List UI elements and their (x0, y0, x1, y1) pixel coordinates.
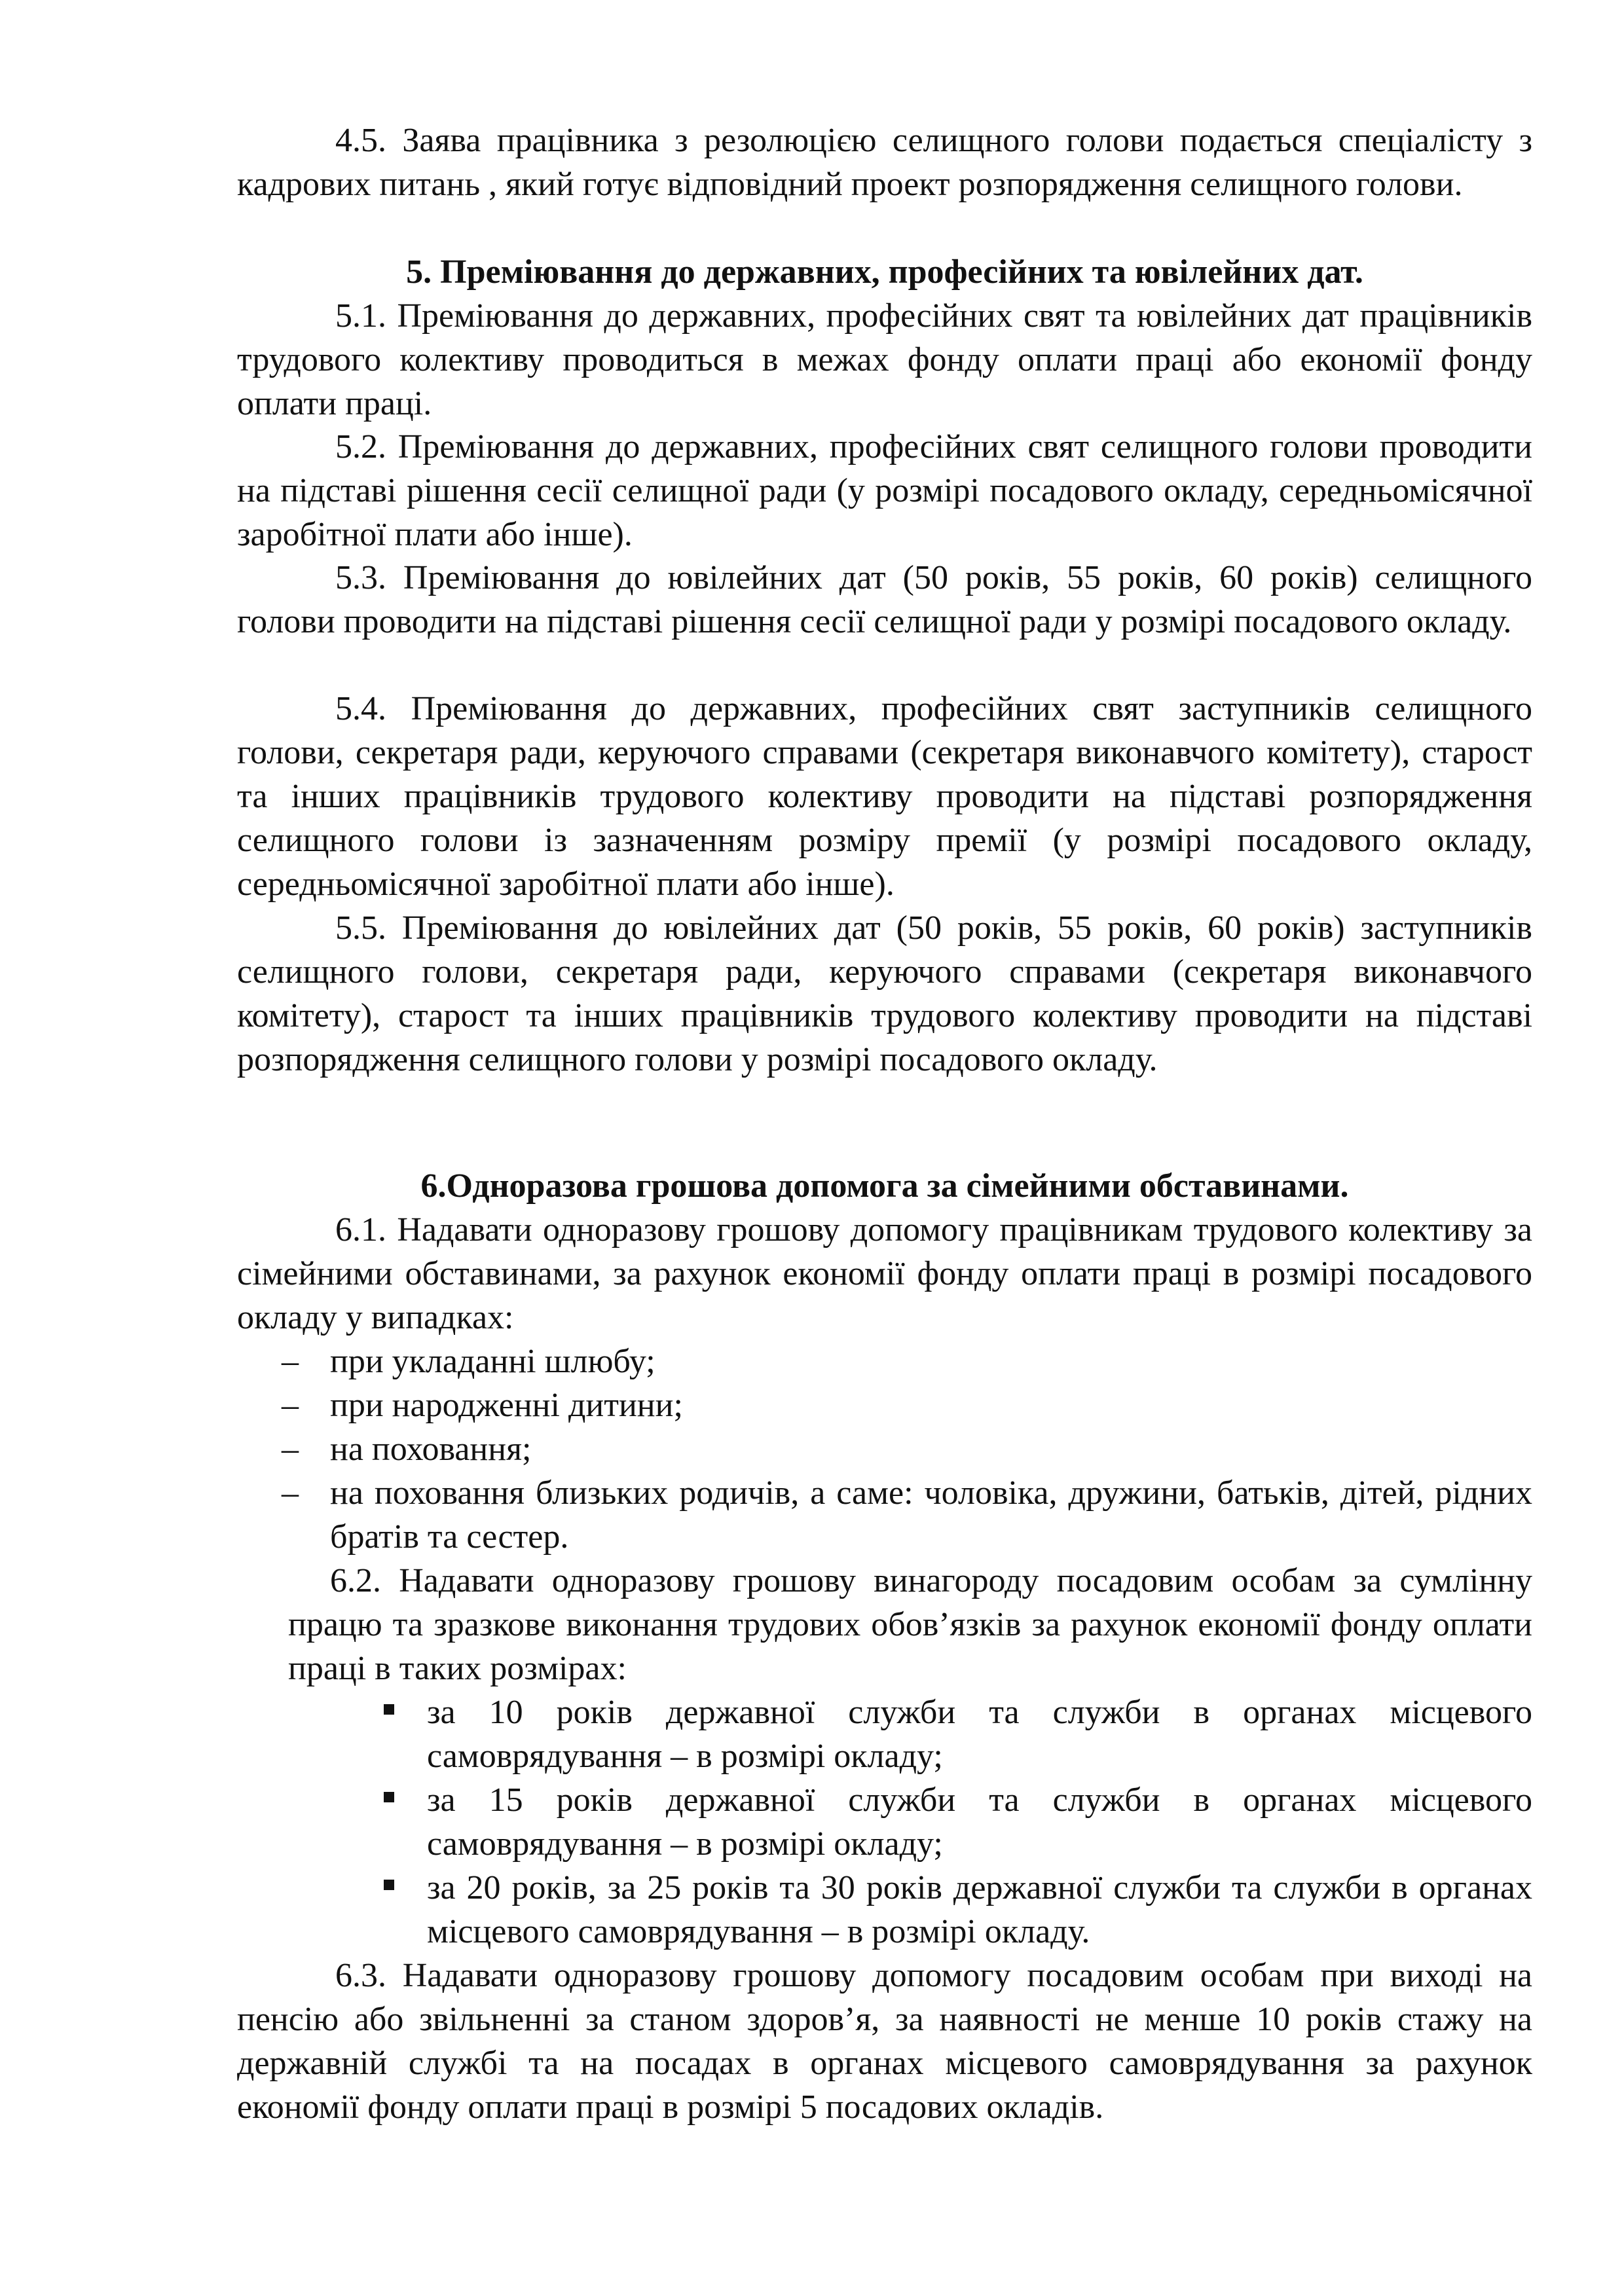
paragraph-5-2: 5.2. Преміювання до державних, професійних свят селищного голови проводити на підставі рішення сесії селищної ради (у розмірі посадового окладу, середньомісячної заробітної плати або інше). (237, 428, 1532, 553)
paragraph-6-3: 6.3. Надавати одноразову грошову допомогу посадовим особам при виході на пенсію або звільненні за станом здоров’я, за наявності не менше 10 років стажу на державній службі та на посадах в органах місцевого самоврядування за рахунок економії фонду оплати праці в розмірі 5 посадових окладів. (237, 1957, 1532, 2126)
dash-marker: – (282, 1343, 299, 1380)
paragraph-6-1: 6.1. Надавати одноразову грошову допомогу працівникам трудового колективу за сімейними обставинами, за рахунок економії фонду оплати праці в розмірі посадового окладу у випадках: (237, 1211, 1532, 1336)
dash-marker: – (282, 1387, 299, 1424)
list-item: на поховання; (330, 1430, 532, 1468)
paragraph-5-3: 5.3. Преміювання до ювілейних дат (50 років, 55 років, 60 років) селищного голови проводити на підставі рішення сесії селищної ради у розмірі посадового окладу. (237, 559, 1532, 640)
square-bullet-icon (384, 1704, 394, 1715)
square-bullet-icon (384, 1792, 394, 1802)
square-bullet-icon (384, 1880, 394, 1890)
paragraph-4-5: 4.5. Заява працівника з резолюцією селищного голови подається спеціалісту з кадрових питань , який готує відповідний проект розпорядження селищного голови. (237, 122, 1532, 203)
list-item: за 10 років державної служби та служби в органах місцевого самоврядування – в розмірі окладу; (427, 1694, 1532, 1775)
paragraph-6-2: 6.2. Надавати одноразову грошову винагороду посадовим особам за сумлінну працю та зразкове виконання трудових обов’язків за рахунок економії фонду оплати праці в таких розмірах: (288, 1562, 1532, 1687)
list-item: за 15 років державної служби та служби в органах місцевого самоврядування – в розмірі окладу; (427, 1781, 1532, 1863)
list-item: на поховання близьких родичів, а саме: чоловіка, дружини, батьків, дітей, рідних братів та сестер. (330, 1474, 1532, 1556)
list-item: при укладанні шлюбу; (330, 1343, 655, 1380)
paragraph-5-1: 5.1. Преміювання до державних, професійних свят та ювілейних дат працівників трудового колективу проводиться в межах фонду оплати праці або економії фонду оплати праці. (237, 297, 1532, 422)
list-item: при народженні дитини; (330, 1387, 683, 1424)
list-item: за 20 років, за 25 років та 30 років державної служби та служби в органах місцевого самоврядування – в розмірі окладу. (427, 1869, 1532, 1950)
dash-marker: – (282, 1430, 299, 1468)
dash-marker: – (282, 1474, 299, 1512)
section-6-heading: 6.Одноразова грошова допомога за сімейними обставинами. (420, 1167, 1349, 1205)
section-5-heading: 5. Преміювання до державних, професійних та ювілейних дат. (406, 253, 1363, 291)
paragraph-5-5: 5.5. Преміювання до ювілейних дат (50 років, 55 років, 60 років) заступників селищного голови, секретаря ради, керуючого справами (секретаря виконавчого комітету), старост та інших працівників трудового колективу проводити на підставі розпорядження селищного голови у розмірі посадового окладу. (237, 909, 1532, 1078)
paragraph-5-4: 5.4. Преміювання до державних, професійних свят заступників селищного голови, секретаря ради, керуючого справами (секретаря виконавчого комітету), старост та інших працівників трудового колективу проводити на підставі розпорядження селищного голови із зазначенням розміру премії (у розмірі посадового окладу, середньомісячної заробітної плати або інше). (237, 690, 1532, 903)
